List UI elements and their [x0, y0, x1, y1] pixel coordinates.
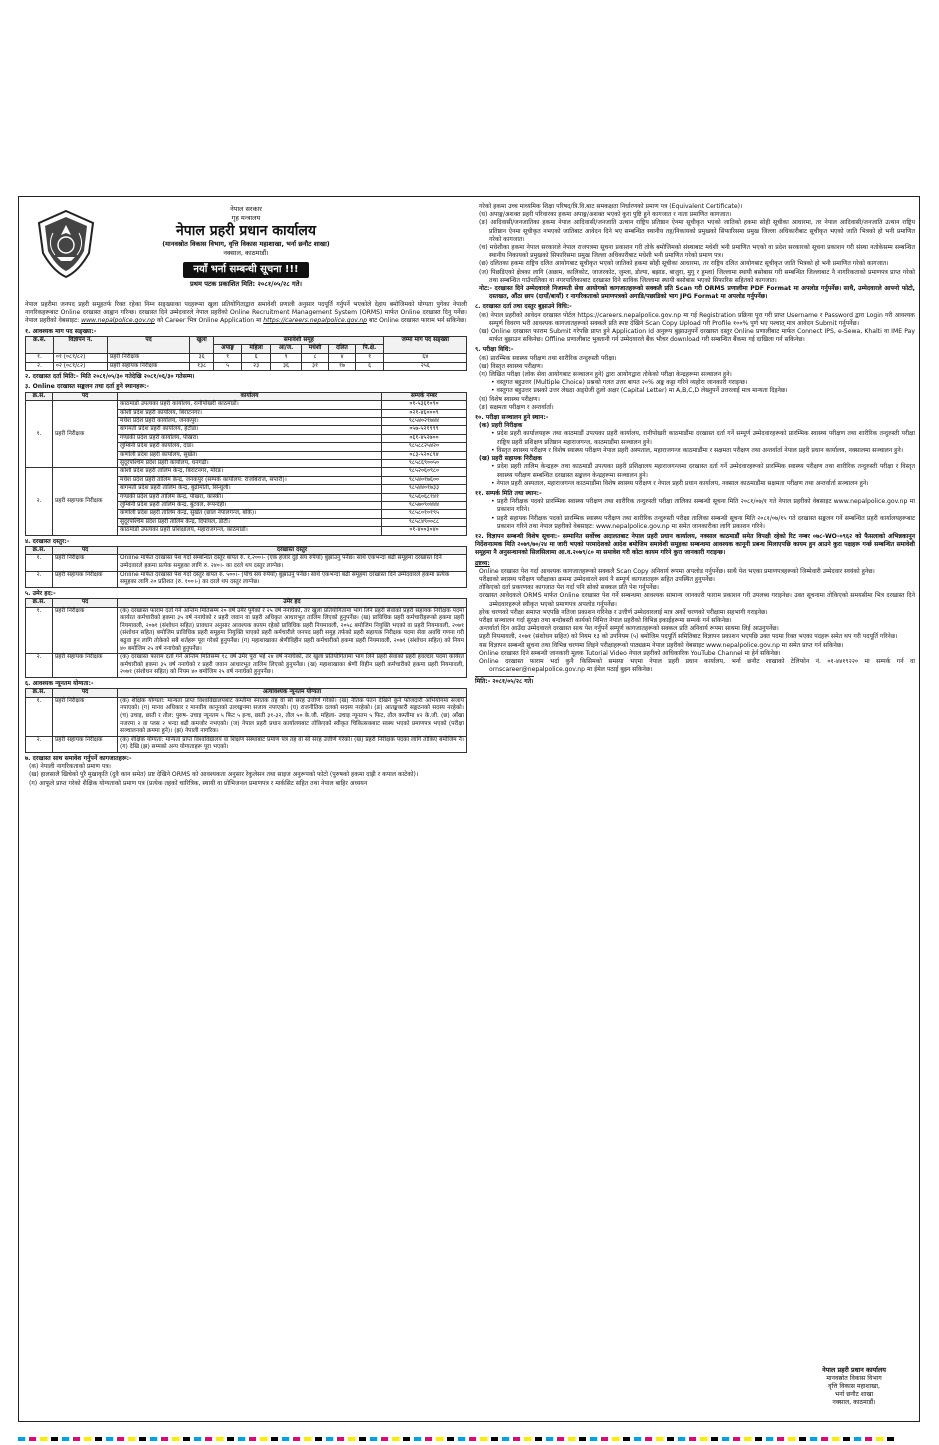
cell: ९८५६०६८१४१ — [382, 493, 467, 501]
cell: ३६ — [271, 362, 302, 371]
notes-title: द्रष्टव्य: — [475, 559, 490, 567]
signature-block — [799, 1366, 909, 1407]
list-item: (ग) लिखित परीक्षा (लोक सेवा आयोगबाट सञ्चालन हुने) द्वारा आयोगद्वारा तोकेको परीक्षा केन्द्रहरूमा सञ्चालन हुने। — [479, 371, 732, 379]
col-sn: क्र.सं. — [26, 599, 53, 608]
cell: बागमती प्रदेश प्रहरी कार्यालय, हेटौंडा। — [118, 426, 382, 434]
col-sn: क्र.सं. — [26, 546, 53, 555]
cell: २. — [26, 468, 53, 535]
registration-mark — [62, 1437, 69, 1441]
list-item: परीक्षाको स्वास्थ्य परीक्षण परीक्षाका क्रममा उम्मेदवारले स्वयं नै सम्पूर्ण कागजातहरू सहित उपस्थित हुनुपर्नेछ। — [479, 575, 715, 583]
cell: (क) शैक्षिक योग्यता: मान्यता प्राप्त विश्वविद्यालय वा शिक्षण संस्थाबाट प्रमाण पत्र तह वा सो सरह उत्तीर्ण गरेको। (ख) प्रहरी निरीक्षक पदका लागि तोकिए बमोजिम नै। (ग) देखि (झ) सम्मको अन्य योग्यताहरू पूरा भएको। — [118, 736, 467, 752]
registration-mark — [491, 1437, 498, 1441]
cell: (क) दरखास्त फाराम दर्ता गर्ने अन्तिम मितिसम्म २० वर्ष उमेर पुगेको र २५ वर्ष ननाघेको, तर खुला प्रतियोगितामा भाग लिने प्रहरी सेवाको प्रहरी सहायक निरीक्षक पदमा कार्यरत कर्मचारीको हकमा ३५ वर्ष ननाघेको र प्रहरी जवान वा प्रहरी अधिकृत आधारभूत तालिम लिएको हुनुपर्नेछ। (ख) प्राविधिक प्रहरी कर्मचारीहरूको हकमा प्रहरी नियमावली, २०७१ (संशोधन सहित) प्रावधान अनुसार आवश्यक कायम रहेको प्राविधिक प्रहरी नियमावली, २०५८ बमोजिम नियुक्ति भएको वा प्रहरी नियमावली, २०७१ (संशोधन सहित) बमोजिम प्राविधिक प्रहरी समूहमा नियुक्ति पाएको प्रहरी कर्मचारीले जनपद प्रहरी समूह तर्फको प्रहरी सहायक निरीक्षक पदमा सेवा अवधि गणना गरी बढुवा हुन लागि तोकेको सबै शर्तहरू पूरा गरेको हुनुपर्नेछ। (ग) महाशाखाका श्रेणीविहीन प्रहरी कर्मचारीको हकमा प्रहरी नियमावली, २०७१ (संशोधन सहित) को नियम ४० बमोजिम २५ वर्ष ननाघेको हुनुपर्नेछ। — [118, 607, 467, 654]
registration-mark — [865, 1437, 872, 1441]
registration-mark — [117, 1437, 124, 1441]
col-qualification: अत्यावश्यक न्यूनतम योग्यता — [118, 689, 467, 698]
list-item: (ङ) सक्षमता परीक्षण र अन्तर्वार्ता। — [479, 403, 554, 411]
table-header-row — [26, 689, 467, 698]
bullet-text: प्रहरी सहायक निरीक्षक पदको प्रारम्भिक स्वास्थ्य परीक्षण तथा शारीरिक तन्दुरुस्ती परीक्षा तालिका सम्बन्धी सूचना मिति २०८१/०७/१५ गते दरखास्त सङ्कलन गर्ने सम्बन्धित प्रहरी कार्यालयहरूबाट प्रकाशन गरिने तथा नेपाल प्रहरीको वेबसाइट: www.nepalpolice.gov.np मा समेत जानकारीका लागि प्रकाशन गरिने। — [496, 514, 915, 530]
list-item: गरेको हकमा उच्च माध्यमिक शिक्षा परिषद/त्रि.वि.बाट समकक्षता निर्धारणको प्रमाण पत्र (Equivalent Certificate)। — [479, 203, 743, 210]
cell: ९८५४०१७६०० — [382, 476, 467, 484]
registration-mark — [315, 1437, 322, 1441]
intro-text: नेपाल प्रहरीमा जनपद प्रहरी समूहतर्फ रिक्त रहेका निम्न सङ्ख्याका पदहरूमा खुला प्रतियोगिताद्वारा समावेशी प्रणाली अनुसार पदपूर्ति गर्नुपर्ने भएकोले देहाय बमोजिमको योग्यता पुगेका नेपाली नागरिकहरूबाट Online दरखास्त आह्वान गरिन्छ। दरखास्त दिने उम्मेदवारले नेपाल प्रहरीको Online Recruitment Management System (ORMS) मार्फत Online दरखास्त दिनु पर्नेछ। नेपाल प्रहरीको वेबसाइट: — [25, 301, 467, 325]
list-item: (ख) Online दरखास्त फाराम Submit गरेपछि प्राप्त हुने Application Id अनुरूप बुझाउनुपर्ने दरखास्त दस्तुर Online प्रणालीबाट मार्फत Connect IPS, e-Sewa, Khalti वा IME Pay मार्फत बुझाउन सकिनेछ। Offline प्रणालीबाट भुक्तानी गर्न उम्मेदवारले बैंक भौचर download गरी सम्बन्धित बैंकमा गई दाखिला गर्न सकिनेछ। — [479, 328, 915, 344]
left-column — [25, 203, 467, 788]
registration-mark — [590, 1437, 597, 1441]
cell: ०६१-४५२७०० — [382, 434, 467, 442]
cell: ९८५२०६०९८० — [382, 468, 467, 476]
cell: प्रहरी सहायक निरीक्षक — [53, 468, 118, 535]
registration-mark — [139, 1437, 146, 1441]
cell: ०१ (०८१/८२) — [53, 354, 107, 363]
list-item: (च) मधेशीका हकमा नेपाल सरकारले नेपाल राजपत्रमा सूचना प्रकाशन गरी तोके बमोजिमको संस्थाबाट मधेशी भनी प्रमाणित भएको वा प्रदेश सरकारको सूचना प्रकाशन गरी संस्था नतोकेसम्म सम्बन्धित स्थानीय निकायको प्रमुखको सिफारिसमा प्रमुख जिल्ला अधिकारीबाट मधेशी भनी प्रमाणित गरेको प्रमाण पत्र। — [479, 244, 915, 260]
table-row — [26, 362, 467, 371]
cell: ६४ — [384, 354, 467, 363]
age-table — [25, 598, 467, 678]
registration-mark — [436, 1437, 443, 1441]
centers-table — [25, 392, 467, 536]
cell: प्रहरी सहायक निरीक्षक — [53, 736, 118, 752]
registration-mark — [40, 1437, 47, 1441]
registration-mark — [799, 1437, 806, 1441]
cell: ९८५८६९००५० — [382, 460, 467, 468]
list-item: (ख) हालसालै खिचेको पुरै मुखाकृति (दुवै कान समेत) प्रष्ट देखिने ORMS को आवश्यकता अनुसार रेकुलेसन तथा साइज अनुरूपको फोटो (पुरुषको हकमा दाह्री र कपाल काटेको)। — [29, 771, 419, 779]
registration-mark — [513, 1437, 520, 1441]
cell: ९ — [271, 354, 302, 363]
header-text — [25, 205, 467, 289]
registration-mark — [843, 1437, 850, 1441]
registration-mark — [271, 1437, 278, 1441]
cell: ०८३-५२०८९४ — [382, 451, 467, 459]
office-location: नक्साल, काठमाडौं। — [223, 249, 269, 257]
registration-mark — [755, 1437, 762, 1441]
col-dalit: दलित — [329, 345, 355, 354]
registration-mark — [854, 1437, 861, 1441]
cell: १. — [26, 401, 53, 468]
cell: ९८५४४०१७३३ — [382, 485, 467, 493]
registration-mark — [447, 1437, 454, 1441]
cell: मधेश प्रदेश प्रहरी कार्यालय, जनकपुर। — [118, 418, 382, 426]
registration-mark — [832, 1437, 839, 1441]
right-column — [475, 203, 915, 687]
cell: लुम्बिनी प्रदेश प्रहरी तालिम केन्द्र, बुटवल, रूपन्देही। — [118, 502, 382, 510]
posts-table — [25, 336, 467, 371]
registration-mark — [722, 1437, 729, 1441]
registration-mark — [337, 1437, 344, 1441]
registration-mark — [502, 1437, 509, 1441]
documents-list-continued — [475, 203, 915, 301]
cell: १ — [214, 354, 242, 363]
publish-date: प्रथम पटक प्रकाशित मिति: २०८१/०५/२८ गते। — [190, 280, 302, 288]
table-header-row — [26, 336, 467, 345]
list-item: तोकिएको दर्ता प्रकरणका कागजात पेश गर्दा पनि सोको सक्कल प्रति पेश गर्नुपर्नेछ। — [479, 584, 659, 592]
website-link[interactable]: www.nepalpolice.gov.np — [81, 317, 155, 325]
registration-mark — [370, 1437, 377, 1441]
col-ad-no: विज्ञापन नं. — [53, 336, 107, 353]
cell: लुम्बिनी प्रदेश प्रहरी कार्यालय, दाङ। — [118, 443, 382, 451]
cell: प्रहरी निरीक्षक — [53, 607, 118, 654]
bullet-text: नेपाल प्रहरी अस्पताल, महाराजगन्ज काठमाडौंमा विशेष स्वास्थ्य परीक्षण र नेपाल प्रहरी प्रधान कार्यालय, नक्साल काठमाडौंमा सक्षमता परीक्षण तथा अन्तर्वार्ता सञ्चालन हुने। — [496, 479, 869, 487]
registration-mark — [656, 1437, 663, 1441]
ministry-name: गृह मन्त्रालय — [231, 214, 261, 222]
col-post: पद — [107, 336, 189, 353]
registration-mark — [887, 1437, 894, 1441]
careers-link[interactable]: https://careers.nepalpolice.gov.np — [263, 317, 368, 325]
col-open: खुला — [190, 336, 214, 353]
list-item: प्रहरी नियमावली, २०७१ (संशोधन सहित) को नियम १३ को उपनियम (५) बमोजिम पदपूर्ति समितिबाट विज्ञापन प्रकाशन भएपछि उक्त पदमा रिक्त भएका पदहरू समेत थप गरी पदपूर्ति गरिनेछ। — [479, 633, 898, 641]
registration-mark — [480, 1437, 487, 1441]
section-11-title: ११. सम्पर्क मिति तथा स्थान:- — [475, 489, 542, 497]
registration-mark — [711, 1437, 718, 1441]
cell: मधेश प्रदेश प्रहरी तालिम केन्द्र, जनकपुर (सम्पर्क कार्यालय: राजबिराज, सप्तरी)। — [118, 476, 382, 484]
cell: प्रहरी सहायक निरीक्षक — [107, 362, 189, 371]
list-item: अन्तर्वार्ता दिन आउँदा उम्मेदवारले दरखास्त साथ पेश गर्नुपर्ने सम्पूर्ण कागजातहरूको सक्कल प्रति अनिवार्य रूपमा साथमा लिई आउनुपर्नेछ। — [479, 625, 779, 633]
registration-mark — [645, 1437, 652, 1441]
cell: प्रहरी निरीक्षक — [53, 401, 118, 468]
cell: ९८५८८२५४२० — [382, 443, 467, 451]
cell: कर्णाली प्रदेश प्रहरी तालिम केन्द्र, सुर्खेत (छाल नेपालगन्ज, बाँके)। — [118, 510, 382, 518]
list-item: (घ) अपाङ्ग/अशक्त प्रहरी परिवारका हकमा अपाङ्ग/अशक्त भएको कुरा पुष्टि हुने कागजात र नाता प्रमाणित कागजात। — [479, 211, 732, 219]
exam-method-list — [475, 355, 915, 412]
cell: १. — [26, 607, 53, 654]
signature-line: नक्साल, काठमाडौं। — [832, 1399, 876, 1406]
section-7-title: ७. दरखास्त साथ समावेश गर्नुपर्ने कागजातहरू:- — [25, 754, 132, 762]
application-method-list — [475, 312, 915, 345]
cell: सुदूरपश्चिम प्रदेश प्रहरी तालिम केन्द्र, दिपायल, डोटी। — [118, 518, 382, 526]
list-item: Online दरखास्त दिने सम्बन्धी जानकारी मूलक Tutorial Video नेपाल प्रहरीको आधिकारिक YouTube Channel मा हेर्न सकिनेछ। — [479, 649, 781, 657]
registration-mark — [689, 1437, 696, 1441]
list-item: (छ) दलितका हकमा राष्ट्रिय दलित आयोगबाट सूचीकृत भएको जातिको हकमा सोही सूचीका आधारमा, तर राष्ट्रिय दलित आयोगबाट सूचीकृत जाति भित्रको हो भनी प्रमाणित गरेको कागजात। — [479, 260, 889, 268]
table-row — [26, 571, 467, 587]
cell: (क) शैक्षिक योग्यता: मान्यता प्राप्त विश्वविद्यालयबाट कम्तीमा स्नातक तह वा सो सरह उत्तीर्ण गरेको। (ख) नैतिक पतन देखिने कुनै फौजदारी अभियोगमा सजाय नपाएको। (ग) मानव अधिकार र मानवीय कानूनको उल्लङ्घनमा सजाय नपाएको। (घ) राजनीतिक दलको सदस्य नरहेको। (ङ) आतङ्ककारी सङ्गठनको सदस्य नरहेको। (च) उचाइ, छाती र तौल: पुरुष- उचाइ न्यूनतम ५ फिट ५ इन्च, छाती ३१-३२, तौल ५० के.जी. महिला- उचाइ न्यूनतम ५ फिट, तौल कम्तीमा ४२ के.जी. (छ) आँखा नजरमा २ वा प्लस २ भन्दा बढी कमजोर नभएको। (ज) नेपाल प्रहरी प्रधान कार्यालयबाट तोकिएको स्वीकृत चिकित्सकबाट स्वस्थ भएको प्रमाणपत्र भएको (परीक्षा सञ्चालनको क्रममा हुने)। (झ) नेपाली नागरिक। — [118, 697, 467, 736]
table-row — [26, 736, 467, 752]
col-age: उमेर हद — [118, 599, 467, 608]
registration-mark — [601, 1437, 608, 1441]
registration-mark — [403, 1437, 410, 1441]
signature-office: नेपाल प्रहरी प्रधान कार्यालय — [822, 1366, 886, 1374]
col-total: जम्मा माग पद सङ्ख्या — [384, 336, 467, 353]
cell: १. — [26, 697, 53, 736]
cell: ०१-५३६१०९० — [382, 401, 467, 409]
list-item: यस विज्ञापन सम्बन्धी सूचना तथा विभिन्न चरणमा लिइने परीक्षाहरूको पाठ्यक्रम नेपाल प्रहरीको वेबसाइट www.nepalpolice.gov.np मा समेत प्राप्त गर्न सकिनेछ। — [479, 641, 844, 649]
list-item: (घ) विशेष स्वास्थ्य परीक्षण। — [479, 395, 540, 403]
bullet-item: • प्रदेश प्रहरी कार्यालयहरू तथा काठमाडौं उपत्यका प्रहरी कार्यालय, रानीपोखरी काठमाडौंमा दरखास्त दर्ता गर्ने सम्पूर्ण उम्मेदवारहरूको प्रारम्भिक स्वास्थ्य परीक्षण तथा शारीरिक तन्दुरुस्ती परीक्षा राष्ट्रिय प्रहरी प्रशिक्षण प्रतिष्ठान महाराजगन्ज, काठमाडौंमा सञ्चालन हुने। — [491, 430, 915, 446]
table-row — [26, 354, 467, 363]
table-row — [26, 468, 467, 476]
col-indigenous: आ/ज. — [271, 345, 302, 354]
section-9-title: ९. परीक्षा विधि:- — [475, 346, 514, 354]
col-sn: क्र.सं. — [26, 336, 54, 353]
fee-table — [25, 546, 467, 588]
registration-mark — [392, 1437, 399, 1441]
cell: Online मार्फत दरखास्त पेश गर्दा दस्तुर बापत रु. ५००।- (पाँच सय रुपैयाँ) बुझाउनु पर्नेछ। साथै एकभन्दा बढी समूहमा दरखास्त दिने उम्मेदवारले हकमा प्रत्येक समूहका लागि २० प्रतिशत (रु. १००।-) का दरले थप दस्तुर लाग्नेछ। — [118, 571, 467, 587]
col-disabled: अपाङ्ग — [214, 345, 242, 354]
registration-mark — [326, 1437, 333, 1441]
col-office: कार्यालय — [118, 392, 382, 401]
registration-mark — [161, 1437, 168, 1441]
registration-mark — [876, 1437, 883, 1441]
intro-text-2: को Career भित्र Online Application मा — [156, 317, 262, 325]
list-item: (क) नेपाल प्रहरीको आवेदन दरखास्त पोर्टल https://careers.nepalpolice.gov.np मा गई Registration प्रक्रिया पूरा गरी प्राप्त Username र Password द्वारा Login गरी आवश्यक सम्पूर्ण विवरण भरी आवश्यक कागजातहरूको सक्कलै प्रति स्पष्ट देखिने Scan Copy Upload गरी Profile १००% पूर्ण भए पश्चात् मात्र आवेदन Submit गर्नुपर्नेछ। — [479, 311, 915, 327]
registration-mark — [359, 1437, 366, 1441]
cell: काठमाडौं उपत्यका प्रहरी प्रशिक्षालय, महाराजगन्ज, काठमाडौं। — [118, 527, 382, 535]
registration-mark — [51, 1437, 58, 1441]
table-row — [26, 607, 467, 654]
col-post: पद — [53, 546, 118, 555]
registration-mark — [821, 1437, 828, 1441]
registration-mark — [18, 1437, 25, 1441]
cell: प्रहरी निरीक्षक — [53, 555, 118, 571]
registration-mark — [29, 1437, 36, 1441]
col-madhesi: मधेशी — [301, 345, 328, 354]
intro-paragraph — [25, 301, 467, 326]
cell: कर्णाली प्रदेश प्रहरी कार्यालय, सुर्खेत। — [118, 451, 382, 459]
registration-mark — [546, 1437, 553, 1441]
bullet-text: वस्तुगत बहुउत्तर प्रश्नको उत्तर लेख्दा अङ्ग्रेजी ठूलो अक्षर (Capital Letter) मा A,B,C,D लेख्नुपर्ने उत्तरलाई मात्र मान्यता दिइनेछ। — [496, 387, 788, 395]
note-item: नोट:- दरखास्त दिने उम्मेदवारले निजामती सेवा आयोगको कागजातहरूको सक्कलै प्रति Scan गरी ORMS प्रणालीमा PDF Format मा अपलोड गर्नुपर्नेछ। साथै, उम्मेदवारले आफ्नो फोटो, दस्तखत, औंठा छाप (दायाँ/बायाँ) र नागरिकताको प्रमाणपत्रको अगाडि/पछाडिको भाग JPG Format मा अपलोड गर्नुपर्नेछ। — [479, 285, 915, 301]
registration-mark — [733, 1437, 740, 1441]
registration-mark — [667, 1437, 674, 1441]
bullet-text: विस्तृत स्वास्थ्य परीक्षण र विशेष स्वास्थ्य परीक्षण नेपाल प्रहरी अस्पताल, महाराजगन्ज काठमाडौंमा र सक्षमता परीक्षण तथा अन्तर्वार्ता नेपाल प्रहरी प्रधान कार्यालय, नक्सालमा सञ्चालन हुने। — [496, 446, 904, 454]
department-name: (मानवस्रोत विकास विभाग, वृत्ति विकास महाशाखा, भर्ना छनौट शाखा) — [162, 240, 330, 248]
registration-mark — [95, 1437, 102, 1441]
cell: कोशी प्रदेश प्रहरी तालिम केन्द्र, बिराटनगर, मोरङ। — [118, 468, 382, 476]
list-item: Online दरखास्त फाराम भर्दा कुनै किसिमको समस्या भएमा नेपाल प्रहरी प्रधान कार्यालय, भर्ना छनौट शाखाको टेलिफोन नं. ०१-४४१९२२० मा सम्पर्क गर्न वा ornscareer@nepalpolice.gov.np मा ईमेल पठाई बुझ्न सकिनेछ। — [479, 657, 915, 674]
registration-mark — [535, 1437, 542, 1441]
table-header-row — [26, 392, 467, 401]
registration-mark — [623, 1437, 630, 1441]
notice-date: मिति:- २०८१/०५/२८ गते। — [475, 678, 534, 686]
bullet-item: • प्रहरी सहायक निरीक्षक पदको प्रारम्भिक स्वास्थ्य परीक्षण तथा शारीरिक तन्दुरुस्ती परीक्षा तालिका सम्बन्धी सूचना मिति २०८१/०७/१५ गते दरखास्त सङ्कलन गर्ने सम्बन्धित प्रहरी कार्यालयहरूबाट प्रकाशन गरिने तथा नेपाल प्रहरीको वेबसाइट: www.nepalpolice.gov.np मा समेत जानकारीका लागि प्रकाशन गरिने। — [491, 514, 915, 530]
section-1-title: १. आवश्यक माग पद सङ्ख्या:- — [25, 327, 97, 335]
bullet-text: प्रदेश प्रहरी कार्यालयहरू तथा काठमाडौं उपत्यका प्रहरी कार्यालय, रानीपोखरी काठमाडौंमा दरखास्त दर्ता गर्ने सम्पूर्ण उम्मेदवारहरूको प्रारम्भिक स्वास्थ्य परीक्षण तथा शारीरिक तन्दुरुस्ती परीक्षा राष्ट्रिय प्रहरी प्रशिक्षण प्रतिष्ठान महाराजगन्ज, काठमाडौंमा सञ्चालन हुने। — [496, 430, 915, 446]
col-sn: क्र.सं. — [26, 689, 53, 698]
cell: २. — [26, 654, 53, 678]
bullet-item: • वस्तुगत बहुउत्तर (Multiple Choice) प्रश्नको गलत उत्तर बापत २०% अङ्क कट्टा गरिने व्यहोरा जानकारी गराइन्छ। — [491, 379, 748, 387]
cell: ९८५४०२१७४४ — [382, 418, 467, 426]
cell: ६ — [355, 362, 384, 371]
section-10-title: १०. परीक्षा सञ्चालन हुने स्थान:- — [475, 414, 549, 422]
section-4-title: ४. दरखास्त दस्तुर:- — [25, 537, 70, 545]
cell: ३१ — [301, 362, 328, 371]
registration-mark — [73, 1437, 80, 1441]
bullet-item: • वस्तुगत बहुउत्तर प्रश्नको उत्तर लेख्दा अङ्ग्रेजी ठूलो अक्षर (Capital Letter) मा A,B,C,D लेख्नुपर्ने उत्तरलाई मात्र मान्यता दिइनेछ। — [491, 387, 788, 395]
list-item: (ग) आफूले प्राप्त गरेको शैक्षिक योग्यताको प्रमाण पत्र (प्रत्येक तहको चारित्रिक, स्थायी वा प्रोभिजनल प्रमाणपत्र र मार्कसिट सहित तथा नेपाल बाहिर अध्ययन — [29, 779, 368, 787]
bullet-item: • विस्तृत स्वास्थ्य परीक्षण र विशेष स्वास्थ्य परीक्षण नेपाल प्रहरी अस्पताल, महाराजगन्ज काठमाडौंमा र सक्षमता परीक्षण तथा अन्तर्वार्ता नेपाल प्रहरी प्रधान कार्यालय, नक्सालमा सञ्चालन हुने। — [491, 446, 904, 454]
registration-mark — [469, 1437, 476, 1441]
cell: प्रहरी सहायक निरीक्षक — [53, 571, 118, 587]
cell: काठमाडौं उपत्यका प्रहरी कार्यालय, रानीपोखरी काठमाडौं। — [118, 401, 382, 409]
bullet-item: • प्रदेश प्रहरी तालिम केन्द्रहरू तथा काठमाडौं उपत्यका प्रहरी प्रशिक्षालय महाराजगन्जमा दरखास्त दर्ता गर्ने उम्मेदवारहरूको प्रारम्भिक स्वास्थ्य परीक्षण तथा शारीरिक तन्दुरुस्ती परीक्षा र विस्तृत स्वास्थ्य परीक्षण सम्बन्धित दरखास्त सङ्कलन केन्द्रहरूमा सञ्चालन हुने। — [491, 463, 915, 479]
registration-mark — [788, 1437, 795, 1441]
section-3-title: ३. Online दरखास्त सङ्कलन तथा दर्ता हुने स्थानहरू:- — [25, 383, 150, 391]
col-inclusive-group: समावेशी समूह — [214, 336, 384, 345]
registration-mark — [238, 1437, 245, 1441]
list-item: दरखास्त आवेदकले ORMS मार्फत Online दरखास्त पेश गर्ने सम्बन्धमा आवश्यक सामान्य जानकारी फाराम प्रकाशन गरी उपलब्ध गराइनेछ। उक्त सूचनामा तोकिएको समयसीमा भित्र दरखास्त दिने उम्मेदवारहरूले स्वीकृत भएको प्रमाणपत्र अपलोड गर्नुपर्नेछ। — [479, 592, 915, 608]
recruitment-notice — [18, 196, 920, 1422]
contact-date-list — [475, 498, 915, 531]
registration-mark — [381, 1437, 388, 1441]
registration-mark — [216, 1437, 223, 1441]
table-row — [26, 697, 467, 736]
notice-page — [18, 196, 920, 1424]
cell: ०२१-४६०००९ — [382, 409, 467, 417]
list-item: परीक्षा सञ्चालन गर्दा सुरक्षा तथा बन्दोबस्ती कार्यको निमित्त नेपाल प्रहरीको विभिन्न इकाईहरूमा सम्पर्क गर्न सकिनेछ। — [479, 616, 732, 624]
section-2-title: २. दरखास्त दर्ता मिति:- मिति २०८१/०५/३० गतेदेखि २०८१/०६/३० गतेसम्म। — [25, 373, 195, 381]
cell: ९८५८०१०१९५ — [382, 510, 467, 518]
bullet-item: • नेपाल प्रहरी अस्पताल, महाराजगन्ज काठमाडौंमा विशेष स्वास्थ्य परीक्षण र नेपाल प्रहरी प्रधान कार्यालय, नक्साल काठमाडौंमा सक्षमता परीक्षण तथा अन्तर्वार्ता सञ्चालन हुने। — [491, 479, 869, 487]
registration-mark — [700, 1437, 707, 1441]
intro-text-3: बाट Online दरखास्त फाराम भर्न सकिनेछ। — [369, 317, 467, 325]
cell: सुदूरपश्चिम प्रदेश प्रहरी कार्यालय, धनगढी। — [118, 460, 382, 468]
registration-mark — [205, 1437, 212, 1441]
section-6-title: ६. आवश्यक न्यूनतम योग्यता:- — [25, 680, 94, 687]
registration-mark — [678, 1437, 685, 1441]
col-post: पद — [53, 392, 118, 401]
signature-line: भर्ना छनौट शाखा — [834, 1391, 874, 1398]
list-item: (क) प्रारम्भिक स्वास्थ्य परीक्षण तथा शारीरिक तन्दुरुस्ती परीक्षा। — [479, 354, 617, 362]
registration-mark — [524, 1437, 531, 1441]
registration-mark — [810, 1437, 817, 1441]
exam-venue-list — [475, 422, 915, 488]
registration-mark — [150, 1437, 157, 1441]
cell: १. — [26, 354, 54, 363]
col-women: महिला — [242, 345, 271, 354]
cell: ३६ — [190, 354, 214, 363]
col-fee: दरखास्त दस्तुर — [118, 546, 467, 555]
cell: प्रहरी निरीक्षक — [53, 697, 118, 736]
government-name: नेपाल सरकार — [230, 205, 262, 213]
list-item: (ख) प्रहरी सहायक निरीक्षक — [479, 455, 542, 463]
cell: २५६ — [384, 362, 467, 371]
registration-mark — [172, 1437, 179, 1441]
registration-mark — [260, 1437, 267, 1441]
cell: २. — [26, 736, 53, 752]
notes-list — [475, 568, 915, 675]
cell: (क) दरखास्त फाराम दर्ता गर्ने अन्तिम मितिसम्म १८ वर्ष उमेर पूरा भई २४ वर्ष ननाघेको, तर खुला प्रतियोगितामा भाग लिने प्रहरी सेवाको प्रहरी हवल्दार पदमा कार्यरत कर्मचारीको हकमा ३५ वर्ष ननाघेको र प्रहरी जवान आधारभूत तालिम लिएको हुनुपर्नेछ। (ख) महाशाखाका श्रेणी विहीन प्रहरी कर्मचारीको हकमा प्रहरी नियमावली, २०७१ (संशोधन सहित) को नियम ४० बमोजिम २५ वर्ष ननाघेको हुनुपर्नेछ। — [118, 654, 467, 678]
registration-mark — [425, 1437, 432, 1441]
col-contact: सम्पर्क नम्बर — [382, 392, 467, 401]
cell: २. — [26, 571, 53, 587]
cell: २३ — [242, 362, 271, 371]
table-row — [26, 654, 467, 678]
cell: ९८५७०९०४४४ — [382, 502, 467, 510]
registration-mark — [557, 1437, 564, 1441]
bullet-item: • प्रहरी निरीक्षक पदको प्रारम्भिक स्वास्थ्य परीक्षण तथा शारीरिक तन्दुरुस्ती परीक्षा तालिका सम्बन्धी सूचना मिति २०८१/०७/१ गते नेपाल प्रहरीको वेबसाइट www.nepalpolice.gov.np मा प्रकाशन गरिने। — [491, 498, 915, 514]
cell: प्रहरी निरीक्षक — [107, 354, 189, 363]
cell: ८ — [301, 354, 328, 363]
cell: ६ — [242, 354, 271, 363]
cell: १७ — [329, 362, 355, 371]
registration-mark — [634, 1437, 641, 1441]
section-12: १२. विज्ञापन सम्बन्धी विशेष सूचना:- सम्मानित सर्वोच्च अदालतबाट नेपाल प्रहरी प्रधान कार्यालय, नक्साल काठमाडौं समेत विपक्षी रहेको रिट नम्बर ०७८-WO-०९६२ को फैसलाको अभिन्नकानून निर्देशनात्मक मिति २०७९/७०/२४ मा जारी भएको परमादेशको आदेश बमोजिम समावेशी समूहका सम्बन्धमा आवश्यक कानूनी प्रबन्ध मिलाएपछि कायम हुन आउने कुरा पक्षहरू गर्न्छ सम्बन्धित समावेशी समूहमा नै अनुसन्धानको सिलसिलामा आ.व.२०७९/८० मा समावेश गरी कोटा कायम गरिने कुरा जानकारी गराइन्छ। — [475, 532, 915, 557]
bullet-text: प्रहरी निरीक्षक पदको प्रारम्भिक स्वास्थ्य परीक्षण तथा शारीरिक तन्दुरुस्ती परीक्षा तालिका सम्बन्धी सूचना मिति २०८१/०७/१ गते नेपाल प्रहरीको वेबसाइट www.nepalpolice.gov.np मा प्रकाशन गरिने। — [496, 498, 915, 514]
bullet-text: वस्तुगत बहुउत्तर (Multiple Choice) प्रश्नको गलत उत्तर बापत २०% अङ्क कट्टा गरिने व्यहोरा जानकारी गराइन्छ। — [496, 379, 748, 387]
registration-mark — [227, 1437, 234, 1441]
cell: २. — [26, 362, 54, 371]
registration-mark — [777, 1437, 784, 1441]
signature-line: वृत्ति विकास महाशाखा, — [828, 1383, 880, 1390]
registration-mark — [282, 1437, 289, 1441]
documents-list — [25, 763, 467, 788]
office-name: नेपाल प्रहरी प्रधान कार्यालय — [176, 223, 316, 239]
registration-mark — [304, 1437, 311, 1441]
list-item: Online दरखास्त पेश गर्दा आवश्यक कागजातहरूको सक्कलै Scan Copy अनिवार्य रूपमा अपलोड गर्नुपर्नेछ। साथै पेश भएका प्रमाणपत्रहरूको जिम्मेवारी उम्मेदवार स्वयंको हुनेछ। — [479, 567, 875, 575]
cell: कोशी प्रदेश प्रहरी कार्यालय, बिराटनगर। — [118, 409, 382, 417]
registration-mark — [579, 1437, 586, 1441]
cell: गण्डकी प्रदेश प्रहरी तालिम केन्द्र, पोखरा, कास्की। — [118, 493, 382, 501]
cell: बागमती प्रदेश प्रहरी तालिम केन्द्र, बुढीमोती, सिन्धुली। — [118, 485, 382, 493]
col-post: पद — [53, 689, 118, 698]
cell: गण्डकी प्रदेश प्रहरी कार्यालय, पोखरा। — [118, 434, 382, 442]
registration-mark — [744, 1437, 751, 1441]
cell: १. — [26, 555, 53, 571]
list-item: (क) प्रहरी निरीक्षक — [479, 422, 523, 430]
cell: ०५७-५२१९९९ — [382, 426, 467, 434]
table-header-row — [26, 546, 467, 555]
col-post: पद — [53, 599, 118, 608]
registration-mark — [293, 1437, 300, 1441]
registration-mark — [612, 1437, 619, 1441]
table-row — [26, 401, 467, 409]
notice-banner: नयाँ भर्ना सम्बन्धी सूचना !!! — [183, 262, 308, 278]
cell: ५ — [214, 362, 242, 371]
qualification-table — [25, 688, 467, 753]
print-registration-bar — [18, 1426, 920, 1430]
registration-mark — [458, 1437, 465, 1441]
section-5-title: ५. उमेर हद:- — [25, 589, 56, 597]
list-item: (ज) पिछडिएको क्षेत्रका लागि (अछाम, कालिकोट, जाजरकोट, जुम्ला, डोल्पा, बझाङ, बाजुरा, मुगु र हुम्ला) जिल्लामा स्थायी बसोबास गरी सम्बन्धित जिल्लाबाट नै नागरिकताको प्रमाणपत्र प्राप्त गरेको तथा सम्बन्धित गाउँपालिका वा नगरपालिकाबाट दरखास्त दिने साविक जिल्लामा स्थायी बसोबास भएको सिफारिस सहितको कागजात। — [479, 268, 915, 284]
cell: ०१-४००३०४० — [382, 527, 467, 535]
table-header-row — [26, 599, 467, 608]
list-item: (क) नेपाली नागरिकताको प्रमाण पत्र। — [29, 763, 111, 771]
registration-mark — [194, 1437, 201, 1441]
registration-mark — [348, 1437, 355, 1441]
notice-header — [25, 203, 467, 299]
table-row — [26, 555, 467, 571]
centers-body — [26, 401, 467, 536]
signature-line: मानवस्रोत विकास विभाग — [826, 1375, 882, 1382]
col-backward: पि.क्षे. — [355, 345, 384, 354]
list-item: हरेक चरणको परीक्षा समाप्त भएपछि नतिजा प्रकाशन गरिनेछ र उत्तीर्ण उम्मेदवारलाई मात्र अर्को चरणको परीक्षामा सहभागी गराइनेछ। — [479, 608, 768, 616]
registration-mark — [84, 1437, 91, 1441]
registration-mark — [183, 1437, 190, 1441]
registration-mark — [249, 1437, 256, 1441]
registration-mark — [128, 1437, 135, 1441]
col-sn: क्र.सं. — [26, 392, 53, 401]
list-item: (ङ) आदिवासी/जनजातिका हकमा नेपाल आदिवासी/जनजाति उत्थान राष्ट्रिय प्रतिष्ठान ऐनमा सूचीकृत भएको जातिको हकमा सोही सूचीका आधारमा, तर नेपाल आदिवासी/जनजाति उत्थान राष्ट्रिय प्रतिष्ठान ऐनमा सूचीकृत नभएको जातिबाट आवेदन दिने भए सम्बन्धित स्थानीय तह/निकायको प्रमुखको सिफारिसमा प्रमुख जिल्ला अधिकारीबाट सूचीकृत भएको जाति भित्रको हो भनी प्रमाणित गरेको कागजात। — [479, 219, 915, 243]
cell: Online मार्फत दरखास्त पेश गर्दा सम्बन्धित दस्तुर बापत रु. १,२००।- (एक हजार दुई सय रुपैयाँ) बुझाउनु पर्नेछ। साथै एकभन्दा बढी समूहमा दरखास्त दिने उम्मेदवारले हकमा प्रत्येक समूहका लागि रु. २४०।- का दरले थप दस्तुर लाग्नेछ। — [118, 555, 467, 571]
cell: १३८ — [190, 362, 214, 371]
cell: १ — [355, 354, 384, 363]
bullet-text: प्रदेश प्रहरी तालिम केन्द्रहरू तथा काठमाडौं उपत्यका प्रहरी प्रशिक्षालय महाराजगन्जमा दरखास्त दर्ता गर्ने उम्मेदवारहरूको प्रारम्भिक स्वास्थ्य परीक्षण तथा शारीरिक तन्दुरुस्ती परीक्षा र विस्तृत स्वास्थ्य परीक्षण सम्बन्धित दरखास्त सङ्कलन केन्द्रहरूमा सञ्चालन हुने। — [497, 463, 915, 479]
registration-mark — [106, 1437, 113, 1441]
cell: ४ — [329, 354, 355, 363]
list-item: (ख) विस्तृत स्वास्थ्य परीक्षण। — [479, 362, 543, 370]
cell: ०२ (०८१/८२) — [53, 362, 107, 371]
section-8-title: ८. दरखास्त दर्ता तथा दस्तुर बुझाउने विधि:- — [475, 303, 572, 311]
cell: ९८५८४९००८८ — [382, 518, 467, 526]
cell: प्रहरी सहायक निरीक्षक — [53, 654, 118, 678]
registration-mark — [414, 1437, 421, 1441]
registration-mark — [766, 1437, 773, 1441]
registration-mark — [568, 1437, 575, 1441]
